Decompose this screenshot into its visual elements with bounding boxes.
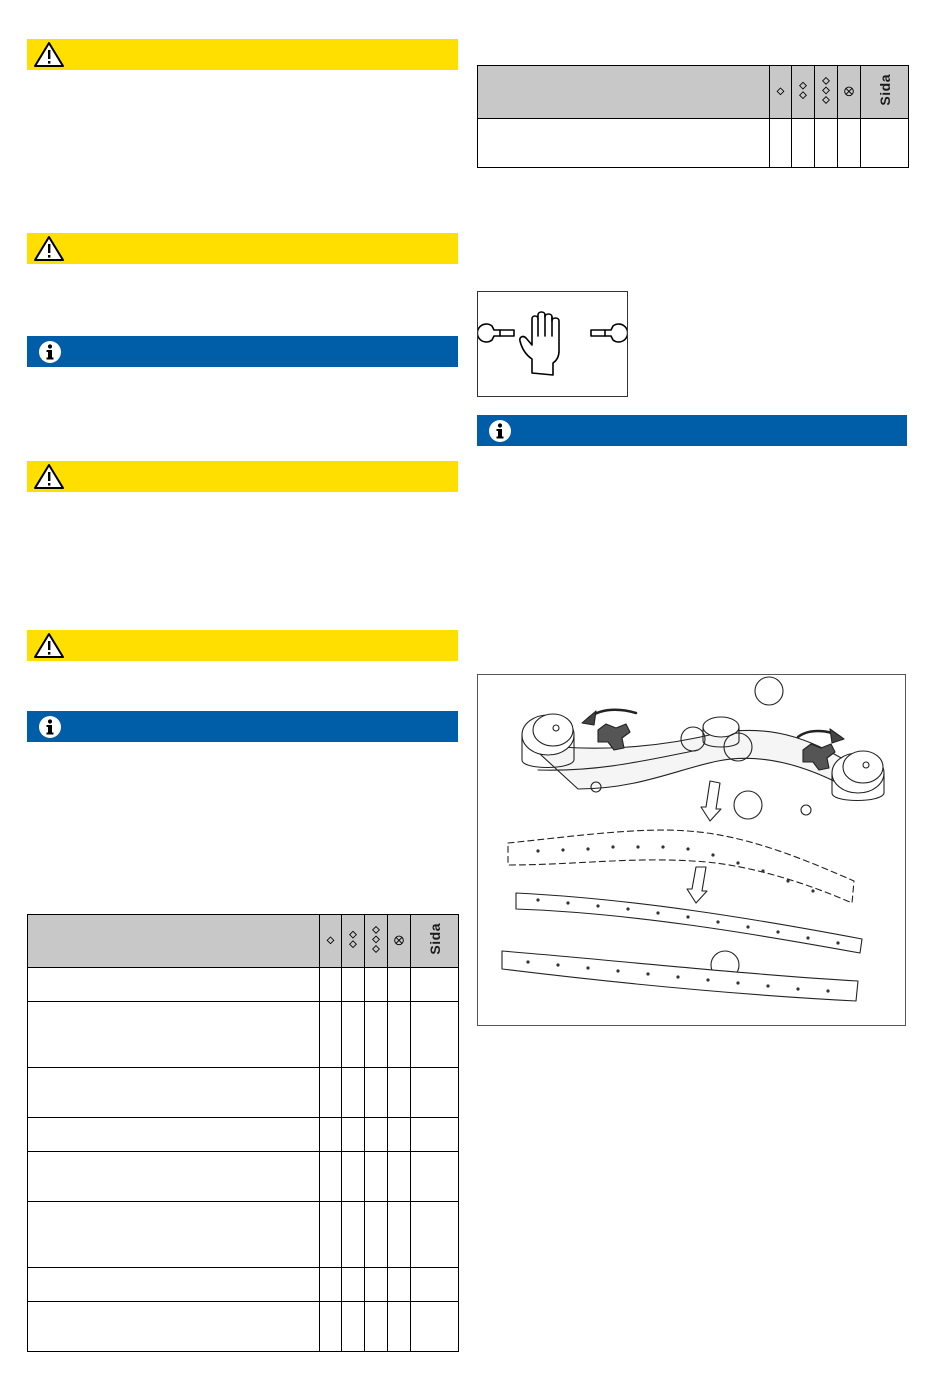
info-circle-icon [33, 338, 65, 365]
interval-header-three [815, 66, 838, 119]
table-row [28, 1118, 459, 1152]
hand-with-wrenches-icon [478, 292, 627, 396]
warning-triangle-icon [33, 41, 65, 68]
two-diamonds-icon [792, 67, 814, 118]
callout-circle [755, 677, 783, 705]
info-notice-bar [477, 415, 907, 446]
page-column-label: Sida [426, 922, 443, 955]
warning-notice-bar [27, 461, 458, 492]
info-circle-icon [483, 417, 515, 444]
warning-notice-bar [27, 233, 458, 264]
table-row [28, 1152, 459, 1202]
tool-pictogram [477, 291, 628, 397]
warning-triangle-icon [33, 235, 65, 262]
callout-circle [734, 791, 762, 819]
interval-header-service [388, 915, 411, 968]
interval-header-two [792, 66, 815, 119]
one-diamond-icon [320, 916, 341, 967]
maintenance-table [27, 914, 459, 1352]
warning-triangle-icon [33, 632, 65, 659]
circle-x-icon [838, 67, 860, 118]
table-row [28, 1268, 459, 1302]
circle-x-icon [388, 916, 410, 967]
interval-header-service [838, 66, 861, 119]
page-header-cell [411, 915, 459, 968]
task-header-cell [28, 915, 320, 968]
squeegee-blade-assembly-illustration [478, 675, 905, 1025]
one-diamond-icon [770, 67, 791, 118]
table-row [28, 1068, 459, 1118]
three-diamonds-icon [365, 916, 387, 967]
info-notice-bar [27, 336, 458, 367]
warning-notice-bar [27, 39, 458, 70]
interval-header-three [365, 915, 388, 968]
table-row [28, 1202, 459, 1268]
warning-notice-bar [27, 630, 458, 661]
squeegee-figure [477, 674, 906, 1026]
interval-header-one [770, 66, 792, 119]
warning-triangle-icon [33, 463, 65, 490]
task-header-cell [478, 66, 770, 119]
table-row [478, 119, 909, 168]
table-row [28, 968, 459, 1002]
info-notice-bar [27, 711, 458, 742]
maintenance-table [477, 65, 909, 168]
table-row [28, 1002, 459, 1068]
interval-header-two [342, 915, 365, 968]
page-column-label: Sida [876, 73, 893, 106]
page-header-cell [861, 66, 909, 119]
interval-header-one [320, 915, 342, 968]
two-diamonds-icon [342, 916, 364, 967]
table-row [28, 1302, 459, 1352]
three-diamonds-icon [815, 67, 837, 118]
info-circle-icon [33, 713, 65, 740]
